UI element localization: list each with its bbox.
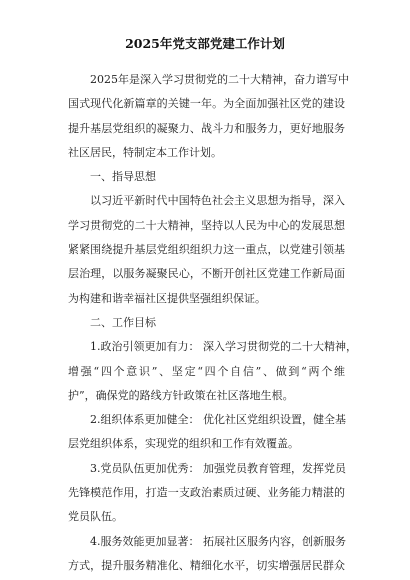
goal-line: 增强“四个意识”、坚定“四个自信”、做到“两个维 [68, 364, 345, 378]
section-heading-goals: 二、工作目标 [90, 315, 156, 329]
goal-line: 护”，确保党的路线方针政策在社区落地生根。 [68, 388, 294, 402]
goal-line: 3.党员队伍更加优秀： 加强党员教育管理，发挥党员 [90, 461, 346, 475]
intro-line: 提升基层党组织的凝聚力、战斗力和服务力，更好地服务 [68, 121, 345, 135]
goal-line: 1.政治引领更加有力： 深入学习贯彻党的二十大精神， [90, 340, 357, 354]
goal-line: 2.组织体系更加健全： 优化社区党组织设置，健全基 [90, 413, 346, 427]
goal-item-3 [68, 457, 345, 530]
intro-line: 社区居民，特制定本工作计划。 [68, 145, 222, 159]
goal-line: 先锋模范作用，打造一支政治素质过硬、业务能力精湛的 [68, 486, 345, 500]
document-title: 2025年党支部党建工作计划 [125, 36, 285, 51]
goal-item-1 [68, 335, 357, 408]
goal-line: 层党组织体系，实现党的组织和工作有效覆盖。 [68, 437, 299, 451]
goal-line: 党员队伍。 [68, 510, 123, 524]
guiding-line: 以习近平新时代中国特色社会主义思想为指导，深入 [90, 194, 345, 208]
guiding-line: 学习贯彻党的二十大精神，坚持以人民为中心的发展思想 [68, 218, 345, 232]
guiding-section [68, 165, 345, 311]
guiding-line: 为构建和谐幸福社区提供坚强组织保证。 [68, 291, 266, 305]
goal-item-4 [68, 530, 345, 579]
guiding-line: 层治理，以服务凝聚民心，不断开创社区党建工作新局面 [68, 267, 345, 281]
intro-line: 2025年是深入学习贯彻党的二十大精神，奋力谱写中 [90, 73, 349, 86]
intro-paragraph [68, 68, 349, 165]
section-heading-guiding: 一、指导思想 [90, 170, 156, 184]
goal-line: 4.服务效能更加显著： 拓展社区服务内容，创新服务 [90, 534, 346, 548]
goals-section [68, 311, 357, 578]
document-body [68, 68, 357, 578]
intro-line: 国式现代化新篇章的关键一年。为全面加强社区党的建设 [68, 97, 345, 111]
goal-item-2 [68, 408, 345, 457]
goal-line: 方式，提升服务精准化、精细化水平，切实增强居民群众 [68, 558, 345, 572]
guiding-line: 紧紧围绕提升基层党组织组织力这一重点，以党建引领基 [68, 243, 345, 257]
